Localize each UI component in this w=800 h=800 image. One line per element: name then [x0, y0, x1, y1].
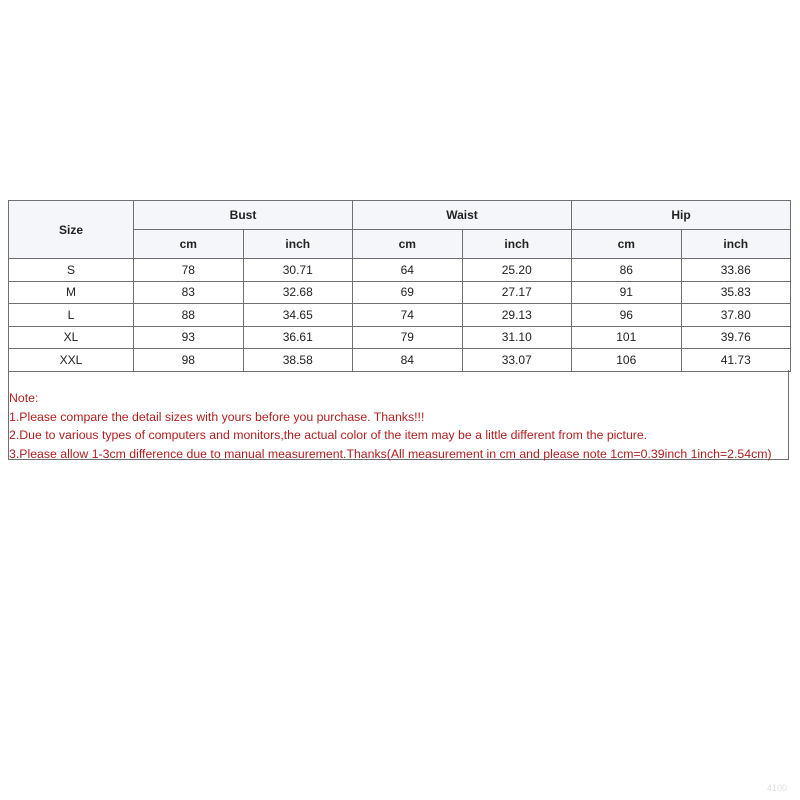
size-chart-table	[8, 200, 791, 372]
table-cell: 41.73	[681, 349, 791, 372]
header-unit: inch	[681, 230, 791, 259]
table-cell: 98	[134, 349, 244, 372]
header-bust: Bust	[134, 201, 353, 230]
header-unit: inch	[243, 230, 353, 259]
table-cell: 33.86	[681, 259, 791, 282]
table-cell: 86	[572, 259, 682, 282]
table-row	[9, 281, 791, 304]
table-cell: L	[9, 304, 134, 327]
table-cell: 31.10	[462, 326, 572, 349]
table-cell: 25.20	[462, 259, 572, 282]
table-cell: 93	[134, 326, 244, 349]
table-cell: 84	[353, 349, 463, 372]
table-cell: 64	[353, 259, 463, 282]
watermark: 4100	[766, 783, 787, 793]
table-cell: 30.71	[243, 259, 353, 282]
table-cell: 88	[134, 304, 244, 327]
table-row	[9, 304, 791, 327]
header-group-row	[9, 201, 791, 230]
table-cell: M	[9, 281, 134, 304]
table-cell: 37.80	[681, 304, 791, 327]
table-cell: 34.65	[243, 304, 353, 327]
table-cell: 101	[572, 326, 682, 349]
note-line: 3.Please allow 1-3cm difference due to manual measurement.Thanks(All measurement in cm and please note 1cm=0.39inch 1inch=2.54cm)	[9, 446, 772, 461]
table-cell: 38.58	[243, 349, 353, 372]
table-cell: 36.61	[243, 326, 353, 349]
table-cell: 91	[572, 281, 682, 304]
table-cell: 79	[353, 326, 463, 349]
table-row	[9, 349, 791, 372]
header-waist: Waist	[353, 201, 572, 230]
table-cell: 78	[134, 259, 244, 282]
table-cell: 69	[353, 281, 463, 304]
table-cell: S	[9, 259, 134, 282]
header-unit: cm	[572, 230, 682, 259]
notes-box	[8, 370, 789, 460]
note-line: 2.Due to various types of computers and monitors,the actual color of the item may be a little different from the picture.	[9, 428, 648, 443]
table-cell: 29.13	[462, 304, 572, 327]
table-row	[9, 326, 791, 349]
table-cell: 96	[572, 304, 682, 327]
table-cell: 35.83	[681, 281, 791, 304]
note-line: 1.Please compare the detail sizes with yours before you purchase. Thanks!!!	[9, 409, 425, 424]
table-row	[9, 259, 791, 282]
table-cell: XXL	[9, 349, 134, 372]
table-cell: 33.07	[462, 349, 572, 372]
table-cell: 27.17	[462, 281, 572, 304]
header-size: Size	[9, 201, 134, 259]
table-cell: 83	[134, 281, 244, 304]
table-cell: 74	[353, 304, 463, 327]
header-unit: inch	[462, 230, 572, 259]
header-unit: cm	[134, 230, 244, 259]
table-cell: 32.68	[243, 281, 353, 304]
notes-heading: Note:	[9, 391, 39, 405]
header-unit: cm	[353, 230, 463, 259]
header-hip: Hip	[572, 201, 791, 230]
table-cell: 106	[572, 349, 682, 372]
table-cell: XL	[9, 326, 134, 349]
table-cell: 39.76	[681, 326, 791, 349]
